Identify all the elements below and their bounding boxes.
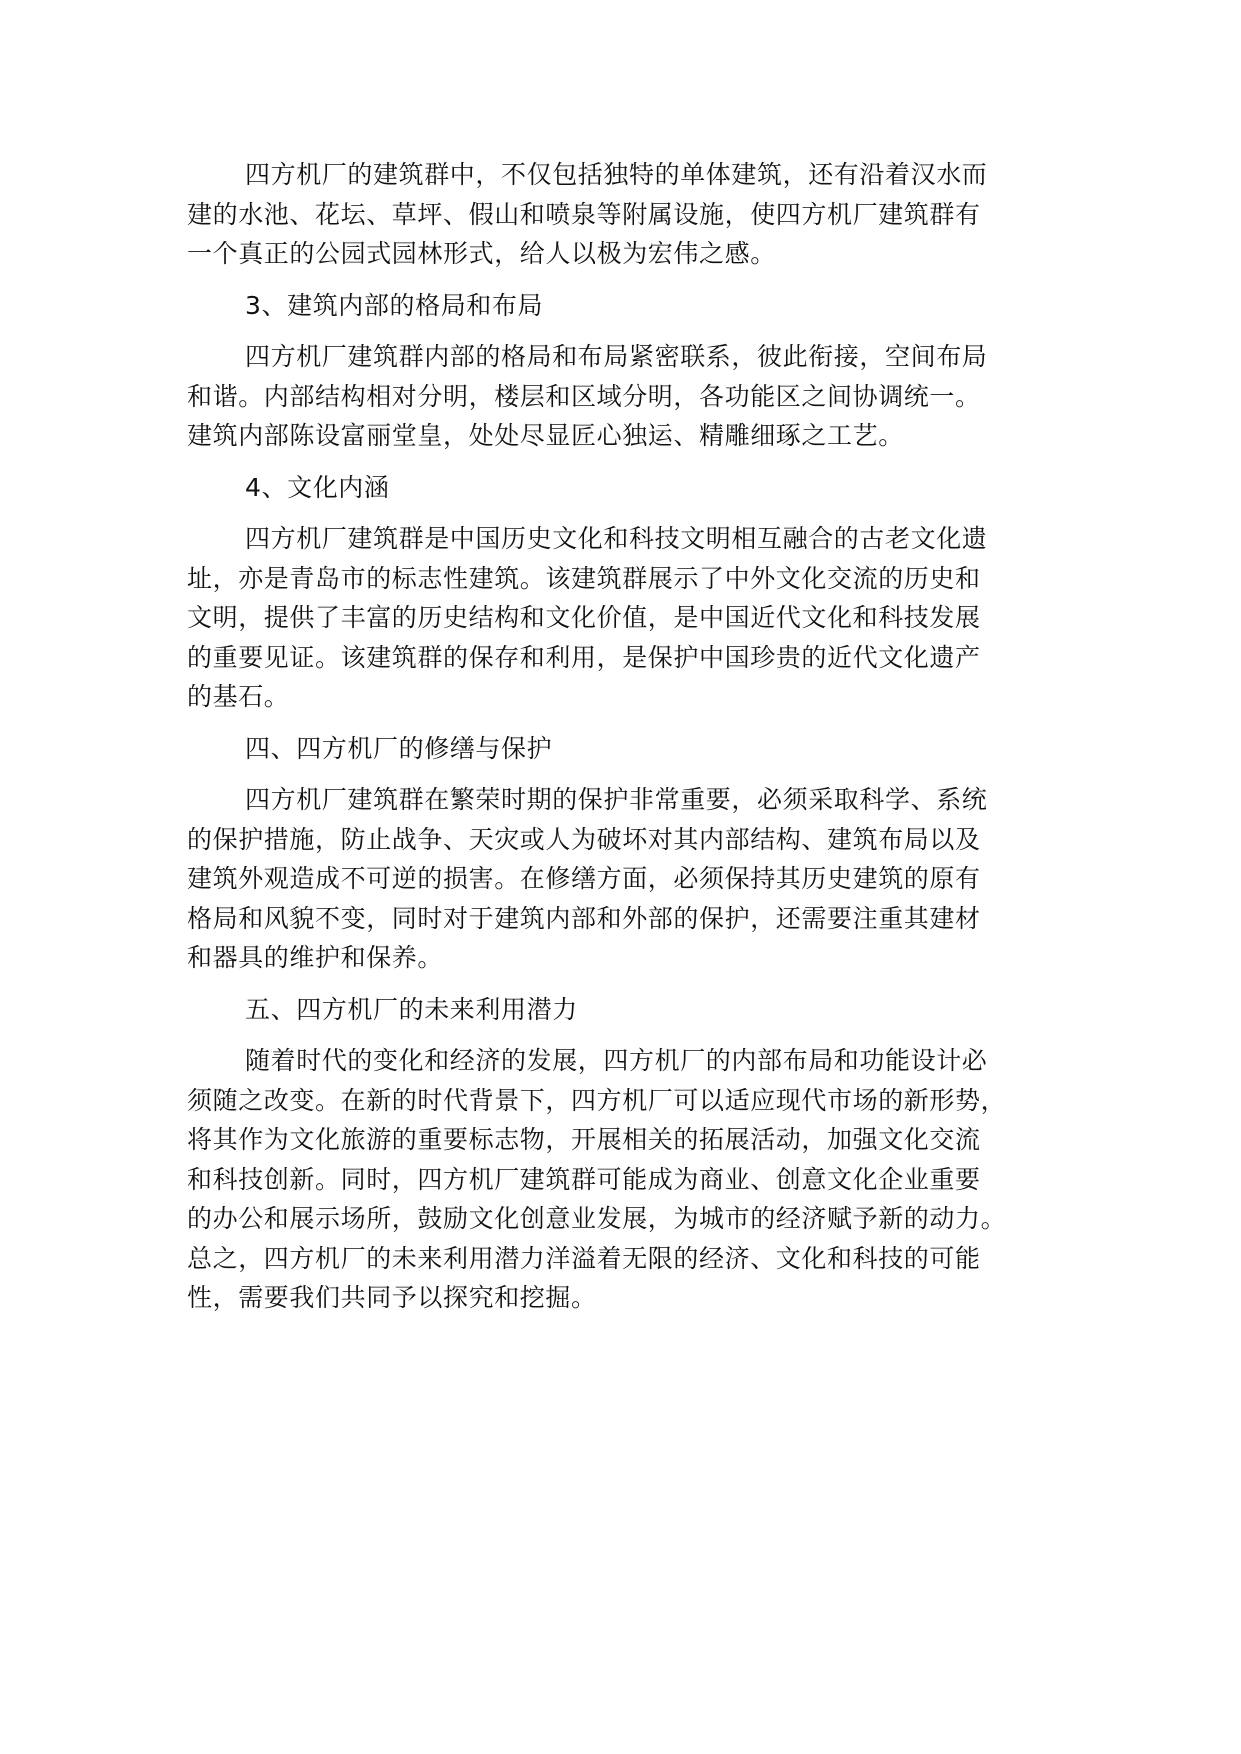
paragraph-line: 四方机厂的建筑群中，不仅包括独特的单体建筑，还有沿着汉水而 <box>245 160 988 189</box>
paragraph-interior-layout <box>187 337 1087 456</box>
heading-future-potential <box>187 990 1087 1030</box>
paragraph-line: 建筑外观造成不可逆的损害。在修缮方面，必须保持其历史建筑的原有 <box>187 864 981 893</box>
paragraph-line: 总之，四方机厂的未来利用潜力洋溢着无限的经济、文化和科技的可能 <box>187 1243 981 1273</box>
section-heading: 3、建筑内部的格局和布局 <box>245 290 544 320</box>
section-heading: 四、四方机厂的修缮与保护 <box>245 733 553 763</box>
paragraph-line: 的重要见证。该建筑群的保存和利用，是保护中国珍贵的近代文化遗产 <box>187 642 981 672</box>
heading-cultural-connotation <box>187 468 1087 508</box>
paragraph-line: 一个真正的公园式园林形式，给人以极为宏伟之感。 <box>187 239 776 268</box>
paragraph-line: 的保护措施，防止战争、天灾或人为破坏对其内部结构、建筑布局以及 <box>187 824 981 854</box>
section-heading: 4、文化内涵 <box>245 472 390 502</box>
paragraph-line: 随着时代的变化和经济的发展，四方机厂的内部布局和功能设计必 <box>245 1046 988 1075</box>
paragraph-line: 和科技创新。同时，四方机厂建筑群可能成为商业、创意文化企业重要 <box>187 1164 981 1194</box>
paragraph-restoration-protection <box>187 780 1087 978</box>
document-body <box>187 155 1087 1330</box>
paragraph-line: 建的水池、花坛、草坪、假山和喷泉等附属设施，使四方机厂建筑群有 <box>187 199 981 229</box>
paragraph-line: 四方机厂建筑群内部的格局和布局紧密联系，彼此衔接，空间布局 <box>245 342 988 371</box>
paragraph-future-potential <box>187 1041 1087 1318</box>
paragraph-line: 和器具的维护和保养。 <box>187 943 444 972</box>
heading-restoration-protection <box>187 729 1087 769</box>
paragraph-line: 建筑内部陈设富丽堂皇，处处尽显匠心独运、精雕细琢之工艺。 <box>187 421 904 450</box>
paragraph-line: 性，需要我们共同予以探究和挖掘。 <box>187 1283 597 1312</box>
heading-interior-layout <box>187 286 1087 326</box>
paragraph-line: 文明，提供了丰富的历史结构和文化价值，是中国近代文化和科技发展 <box>187 603 981 632</box>
paragraph-line: 四方机厂建筑群在繁荣时期的保护非常重要，必须采取科学、系统 <box>245 785 988 814</box>
paragraph-line: 和谐。内部结构相对分明，楼层和区域分明，各功能区之间协调统一。 <box>187 381 981 411</box>
paragraph-line: 须随之改变。在新的时代背景下，四方机厂可以适应现代市场的新形势， <box>187 1085 1007 1115</box>
paragraph-ancillary-facilities <box>187 155 1087 274</box>
paragraph-line: 四方机厂建筑群是中国历史文化和科技文明相互融合的古老文化遗 <box>245 524 988 553</box>
paragraph-line: 的办公和展示场所，鼓励文化创意业发展，为城市的经济赋予新的动力。 <box>187 1204 1007 1233</box>
section-heading: 五、四方机厂的未来利用潜力 <box>245 994 578 1024</box>
paragraph-line: 格局和风貌不变，同时对于建筑内部和外部的保护，还需要注重其建材 <box>187 903 981 933</box>
paragraph-line: 的基石。 <box>187 682 290 711</box>
paragraph-cultural-connotation <box>187 519 1087 717</box>
paragraph-line: 将其作为文化旅游的重要标志物，开展相关的拓展活动，加强文化交流 <box>187 1125 981 1154</box>
paragraph-line: 址，亦是青岛市的标志性建筑。该建筑群展示了中外文化交流的历史和 <box>187 563 981 593</box>
